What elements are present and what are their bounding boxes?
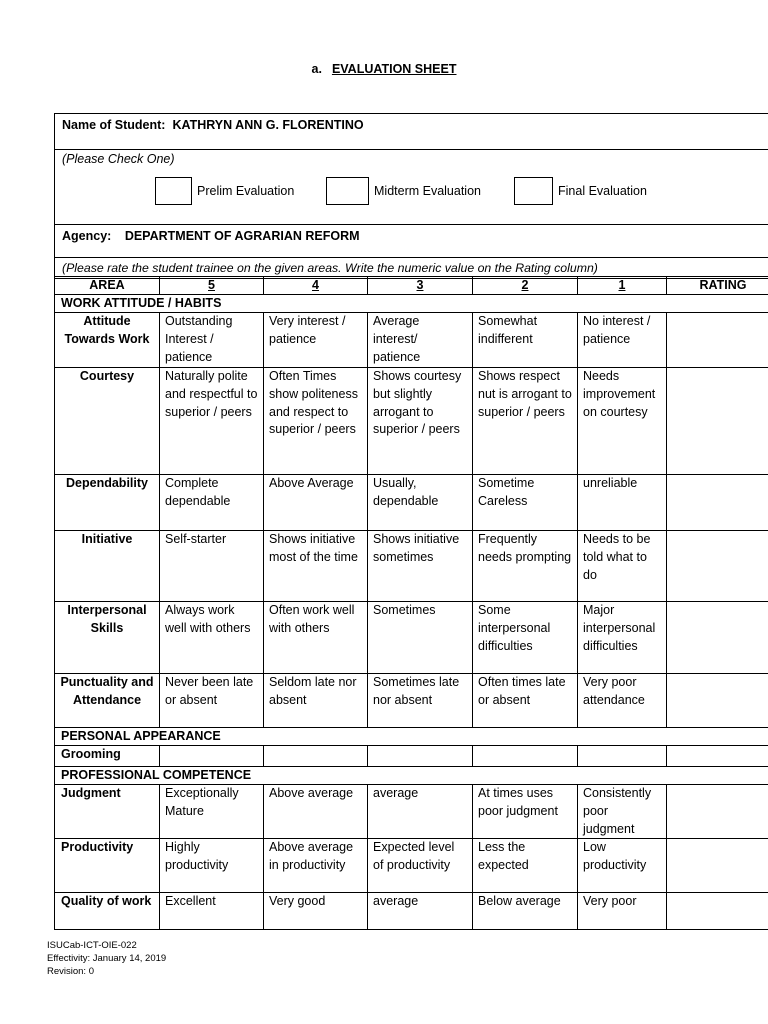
instructions-row xyxy=(55,258,768,278)
rating-cell[interactable] xyxy=(667,839,768,893)
header-rating: RATING xyxy=(667,277,768,295)
rating-cell[interactable] xyxy=(667,313,768,368)
score-4-cell: Very good xyxy=(264,893,368,930)
area-cell: Interpersonal Skills xyxy=(55,602,160,674)
section-row xyxy=(55,728,768,746)
score-4-cell: Often work well with others xyxy=(264,602,368,674)
score-4-cell: Seldom late nor absent xyxy=(264,674,368,728)
score-2-cell: At times uses poor judgment xyxy=(473,785,578,839)
area-cell: Punctuality and Attendance xyxy=(55,674,160,728)
score-3-cell: average xyxy=(368,893,473,930)
area-cell: Dependability xyxy=(55,475,160,531)
midterm-label: Midterm Evaluation xyxy=(374,184,481,198)
agency-name: DEPARTMENT OF AGRARIAN REFORM xyxy=(124,229,360,243)
score-5-cell: Highly productivity xyxy=(160,839,264,893)
score-1-cell: Needs to be told what to do xyxy=(578,531,667,602)
final-checkbox[interactable] xyxy=(514,177,553,205)
score-1-cell: No interest / patience xyxy=(578,313,667,368)
page-title xyxy=(0,62,768,76)
area-cell: Productivity xyxy=(55,839,160,893)
score-5-cell xyxy=(160,746,264,767)
score-2-cell: Below average xyxy=(473,893,578,930)
score-3-cell: Expected level of productivity xyxy=(368,839,473,893)
table-row xyxy=(55,674,768,728)
header-row xyxy=(55,277,768,295)
header-1: 1 xyxy=(578,277,667,295)
score-1-cell: Needs improvement on courtesy xyxy=(578,368,667,475)
score-5-cell: Exceptionally Mature xyxy=(160,785,264,839)
section-work-attitude: WORK ATTITUDE / HABITS xyxy=(55,295,768,313)
prelim-checkbox[interactable] xyxy=(155,177,192,205)
score-1-cell: Consistently poor judgment xyxy=(578,785,667,839)
rating-cell[interactable] xyxy=(667,746,768,767)
score-2-cell: Shows respect nut is arrogant to superior / peers xyxy=(473,368,578,475)
score-4-cell: Very interest / patience xyxy=(264,313,368,368)
rating-cell[interactable] xyxy=(667,475,768,531)
score-2-cell xyxy=(473,746,578,767)
agency-label: Agency: xyxy=(62,229,112,243)
score-4-cell: Often Times show politeness and respect to superior / peers xyxy=(264,368,368,475)
score-5-cell: Self-starter xyxy=(160,531,264,602)
title-item-label: a. xyxy=(311,62,322,76)
table-row xyxy=(55,368,768,475)
score-3-cell: Sometimes xyxy=(368,602,473,674)
score-2-cell: Sometime Careless xyxy=(473,475,578,531)
header-3: 3 xyxy=(368,277,473,295)
section-row xyxy=(55,295,768,313)
rating-cell[interactable] xyxy=(667,602,768,674)
evaluation-type-row xyxy=(55,150,768,225)
score-4-cell: Above average in productivity xyxy=(264,839,368,893)
table-row xyxy=(55,893,768,930)
score-1-cell: Very poor attendance xyxy=(578,674,667,728)
rating-cell[interactable] xyxy=(667,531,768,602)
area-cell: Judgment xyxy=(55,785,160,839)
table-row xyxy=(55,313,768,368)
area-cell: Quality of work xyxy=(55,893,160,930)
score-2-cell: Often times late or absent xyxy=(473,674,578,728)
check-hint: (Please Check One) xyxy=(62,152,175,166)
section-professional-competence: PROFESSIONAL COMPETENCE xyxy=(55,767,768,785)
effectivity-date: Effectivity: January 14, 2019 xyxy=(47,953,167,964)
score-4-cell: Above Average xyxy=(264,475,368,531)
document-footer xyxy=(47,939,166,978)
revision-number: Revision: 0 xyxy=(47,966,94,977)
score-2-cell: Frequently needs prompting xyxy=(473,531,578,602)
final-label: Final Evaluation xyxy=(558,184,647,198)
midterm-option xyxy=(326,177,481,205)
rating-cell[interactable] xyxy=(667,785,768,839)
final-option xyxy=(514,177,647,205)
header-5: 5 xyxy=(160,277,264,295)
midterm-checkbox[interactable] xyxy=(326,177,369,205)
score-3-cell: Usually, dependable xyxy=(368,475,473,531)
area-cell: Courtesy xyxy=(55,368,160,475)
score-5-cell: Excellent xyxy=(160,893,264,930)
score-5-cell: Naturally polite and respectful to superior / peers xyxy=(160,368,264,475)
score-5-cell: Never been late or absent xyxy=(160,674,264,728)
table-row xyxy=(55,746,768,767)
rating-cell[interactable] xyxy=(667,368,768,475)
table-row xyxy=(55,531,768,602)
score-4-cell: Shows initiative most of the time xyxy=(264,531,368,602)
header-2: 2 xyxy=(473,277,578,295)
rating-cell[interactable] xyxy=(667,893,768,930)
header-4: 4 xyxy=(264,277,368,295)
table-row xyxy=(55,602,768,674)
score-3-cell: Sometimes late nor absent xyxy=(368,674,473,728)
score-5-cell: Always work well with others xyxy=(160,602,264,674)
rating-table xyxy=(54,276,768,930)
table-row xyxy=(55,785,768,839)
document-code: ISUCab-ICT-OIE-022 xyxy=(47,940,137,951)
title-text: EVALUATION SHEET xyxy=(331,62,457,76)
score-5-cell: Outstanding Interest / patience xyxy=(160,313,264,368)
score-1-cell: unreliable xyxy=(578,475,667,531)
rating-cell[interactable] xyxy=(667,674,768,728)
header-box xyxy=(54,113,768,279)
header-area: AREA xyxy=(55,277,160,295)
score-2-cell: Somewhat indifferent xyxy=(473,313,578,368)
table-row xyxy=(55,839,768,893)
area-cell: Initiative xyxy=(55,531,160,602)
score-1-cell: Major interpersonal difficulties xyxy=(578,602,667,674)
score-1-cell: Very poor xyxy=(578,893,667,930)
score-1-cell xyxy=(578,746,667,767)
score-5-cell: Complete dependable xyxy=(160,475,264,531)
score-3-cell xyxy=(368,746,473,767)
prelim-option xyxy=(155,177,294,205)
student-row xyxy=(55,114,768,150)
score-3-cell: Average interest/ patience xyxy=(368,313,473,368)
score-3-cell: average xyxy=(368,785,473,839)
score-2-cell: Less the expected xyxy=(473,839,578,893)
student-label: Name of Student: xyxy=(62,118,166,132)
student-name: KATHRYN ANN G. FLORENTINO xyxy=(172,118,364,132)
area-cell: Attitude Towards Work xyxy=(55,313,160,368)
agency-row xyxy=(55,225,768,258)
section-personal-appearance: PERSONAL APPEARANCE xyxy=(55,728,768,746)
score-3-cell: Shows initiative sometimes xyxy=(368,531,473,602)
section-row xyxy=(55,767,768,785)
area-cell: Grooming xyxy=(55,746,160,767)
instructions-text: (Please rate the student trainee on the given areas. Write the numeric value on the Rating column) xyxy=(62,261,598,275)
table-row xyxy=(55,475,768,531)
score-2-cell: Some interpersonal difficulties xyxy=(473,602,578,674)
score-4-cell xyxy=(264,746,368,767)
score-4-cell: Above average xyxy=(264,785,368,839)
score-1-cell: Low productivity xyxy=(578,839,667,893)
prelim-label: Prelim Evaluation xyxy=(197,184,295,198)
score-3-cell: Shows courtesy but slightly arrogant to superior / peers xyxy=(368,368,473,475)
